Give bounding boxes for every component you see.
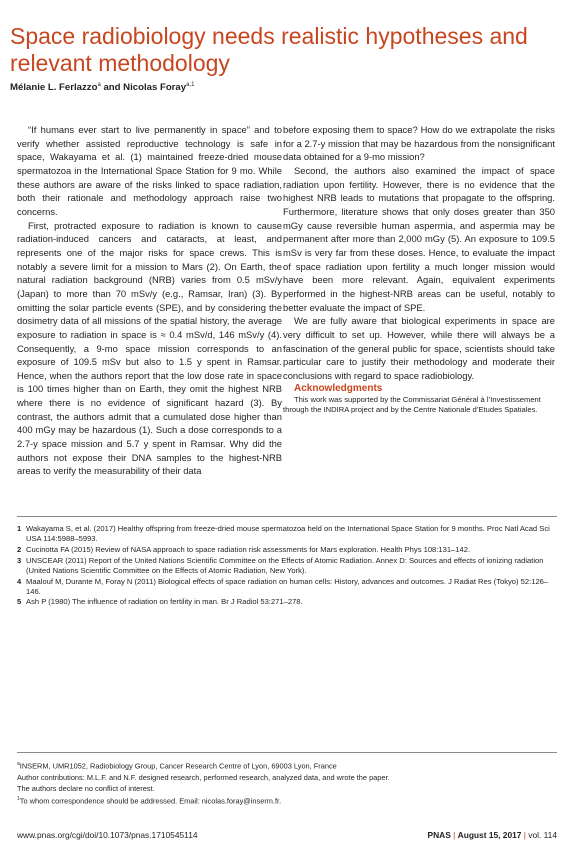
journal-name: PNAS (427, 830, 451, 840)
author-name: Nicolas Foray (123, 82, 187, 94)
correspondence-note (17, 794, 557, 807)
article-title: Space radiobiology needs realistic hypotheses and relevant methodology (10, 23, 528, 77)
body-paragraph: “If humans ever start to live permanently in space” and to verify whether assisted reproductive technology is safe in space, Wakayama et al. (1) maintained freeze-dried mouse spermatozoa in the International Space Station for 9 mo. While these authors are aware of the risks linked to space radiation, both their rationale and methodology approach raise two concerns. (17, 124, 282, 217)
conflict-note: The authors declare no conflict of interest. (17, 783, 155, 793)
issue-date: August 15, 2017 (457, 830, 522, 840)
reference-number: 2 (17, 544, 22, 554)
reference-item (17, 577, 557, 597)
acknowledgments-text: This work was supported by the Commissariat Général à l’Investissement through the INDIRA project and by the Centre Nationale d’Etudes Spatiales. (283, 395, 541, 415)
body-paragraph: First, protracted exposure to radiation is known to cause radiation-induced cancers and cataracts, at least, and represents one of the major risks for space crews. This is notably a severe limit for a mission to Mars (2). On Earth, the natural radiation background (NRB) varies from 0.5 mSv/y (Japan) to more than 70 mSv/y (e.g., Ramsar, Iran) (3). By omitting the solar particle events (SPE), and by considering the dosimetry data of all missions of the spatial history, the average exposure to radiation in space is ≈ 0.4 mSv/d, 146 mSv/y (4). Consequently, a 9-mo space mission corresponds to an exposure of 109.5 mSv but also to 1.5 y spent in Ramsar. Hence, when the authors report that the low dose rate in space is 100 times higher than on Earth, they omit the highest NRB where there is no evidence of significant hazard (3). By contrast, the authors admit that a cumulated dose higher than 400 mGy may be hazardous (1). Such a dose corresponds to a 2.7-y space mission and 5.7 y spent in Ramsar. Why did the authors not expose their DNA samples to the highest-NRB areas to verify the measurability of their data (17, 219, 282, 477)
reference-item (17, 597, 557, 607)
body-paragraph: before exposing them to space? How do we extrapolate the risks for a 2.7-y mission that may be hazardous from the nonsignificant data obtained for a 9-mo mission? (283, 124, 555, 163)
author-name: Mélanie L. Ferlazzo (10, 82, 98, 94)
affiliation-note (17, 759, 557, 772)
doi-link[interactable]: www.pnas.org/cgi/doi/10.1073/pnas.1710545114 (17, 830, 198, 840)
separator: | (453, 830, 456, 840)
author-line (10, 82, 570, 93)
reference-number: 3 (17, 555, 22, 565)
reference-number: 5 (17, 597, 22, 607)
author-join: and (100, 82, 124, 94)
body-paragraph: Second, the authors also examined the impact of space radiation upon fertility. However, there is no evidence that the highest NRB leads to mutations that propagate to the offspring. Furthermore, literature shows that only doses greater than 350 mGy cause reversible human aspermia, and aspermia may be permanent after more than 2,000 mGy (5). An exposure to 109.5 mSv is very far from these doses. Hence, to evaluate the impact of space radiation upon fertility a much longer mission would have been more relevant. Again, equivalent experiments performed in the highest-NRB areas can be useful, notably to better evaluate the impact of SPE. (283, 164, 555, 313)
affiliation-mark: a (17, 761, 20, 767)
reference-text: UNSCEAR (2011) Report of the United Nations Scientific Committee on the Effects of Atomic Radiation. Annex D: Sources and effects of ionizing radiation (United Nations Scientific Committee on the Effects of Atomic Radiation, New York). (26, 555, 544, 575)
contributions-note: Author contributions: M.L.F. and N.F. designed research, performed research, analyzed data, and wrote the paper. (17, 772, 390, 782)
correspondence-mark: 1 (17, 796, 20, 803)
reference-number: 1 (17, 524, 22, 533)
body-paragraph: We are fully aware that biological experiments in space are very difficult to set up. However, while there will always be a fascination of the general public for space, scientists should take particular care to justify their methodology and moderate their conclusions with regard to space radiobiology. (283, 315, 555, 381)
footnotes (17, 759, 557, 807)
reference-text: Cucinotta FA (2015) Review of NASA approach to space radiation risk assessments for Mars exploration. Health Phys 108:131–142. (26, 544, 471, 554)
reference-text: Wakayama S, et al. (2017) Healthy offspring from freeze-dried mouse spermatozoa held on the International Space Station for 9 months. Proc Natl Acad Sci USA 114:5988–5993. (26, 524, 550, 544)
volume: vol. 114 (528, 830, 557, 840)
separator: | (523, 830, 526, 840)
reference-item (17, 524, 557, 544)
references-divider (17, 516, 557, 517)
page-footer (17, 830, 557, 840)
acknowledgments-heading: Acknowledgments (294, 383, 383, 395)
author-affiliation-mark: a,1 (186, 82, 195, 88)
body-column-right (283, 123, 555, 415)
footnotes-divider (17, 752, 557, 753)
author-affiliation-mark: a (97, 82, 101, 88)
reference-item (17, 545, 557, 555)
reference-text: Ash P (1980) The influence of radiation on fertility in man. Br J Radiol 53:271–278. (26, 597, 303, 607)
body-column-left (17, 123, 282, 478)
journal-info (428, 830, 557, 840)
reference-list (17, 524, 557, 608)
reference-number: 4 (17, 576, 22, 586)
affiliation-text: INSERM, UMR1052, Radiobiology Group, Cancer Research Centre of Lyon, 69003 Lyon, France (19, 761, 337, 771)
reference-text: Maalouf M, Durante M, Foray N (2011) Biological effects of space radiation on human cells: History, advances and outcomes. J Radiat Res (Tokyo) 52:126–146. (26, 576, 549, 596)
correspondence-text: To whom correspondence should be addressed. Email: nicolas.foray@inserm.fr. (19, 796, 282, 806)
reference-item (17, 556, 557, 576)
